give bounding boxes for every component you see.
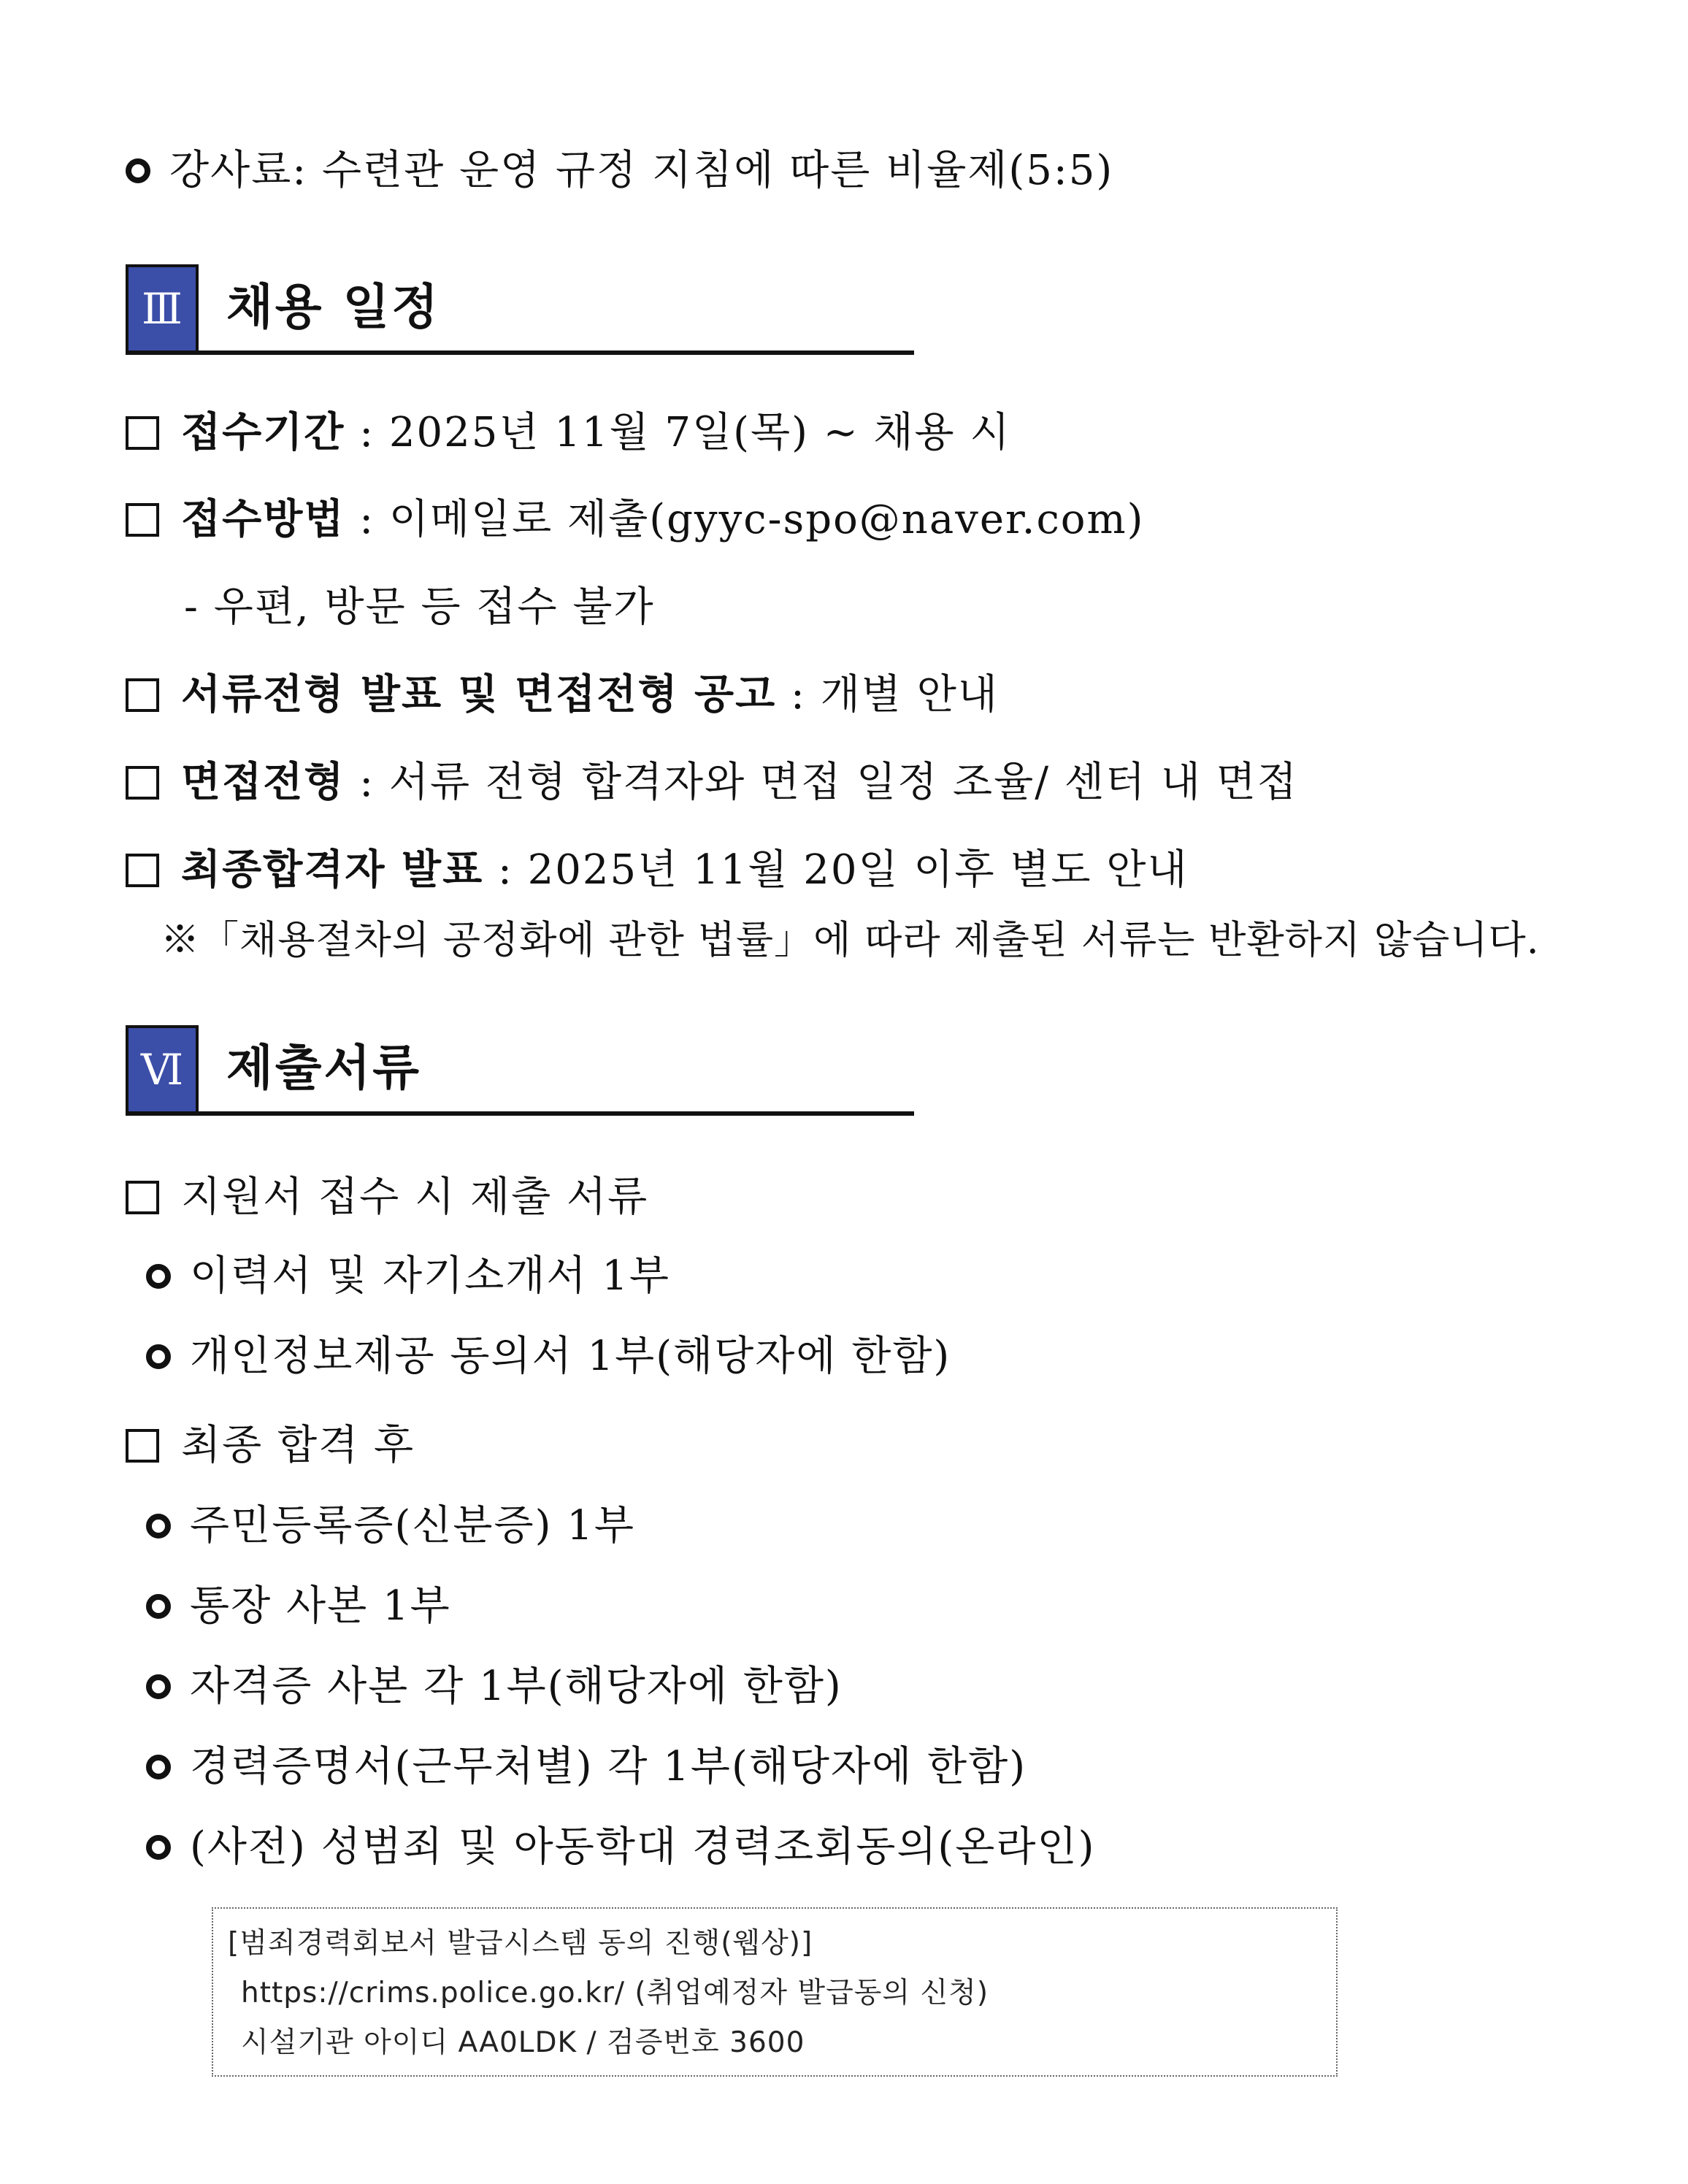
- schedule-item-final-result: [126, 844, 1189, 897]
- item-value: 2025년 11월 20일 이후 별도 안내: [527, 846, 1189, 894]
- square-bullet-icon: [126, 766, 159, 800]
- document-item-text: (사전) 성범죄 및 아동학대 경력조회동의(온라인): [190, 1823, 1096, 1871]
- item-value: 서류 전형 합격자와 면접 일정 조율/ 센터 내 면접: [388, 759, 1298, 806]
- schedule-note: [161, 914, 1540, 967]
- circle-bullet-icon: [146, 1344, 171, 1369]
- square-bullet-icon: [126, 854, 159, 887]
- document-item: [146, 1741, 1027, 1793]
- group-heading: 지원서 접수 시 제출 서류: [181, 1173, 649, 1221]
- document-item: [146, 1500, 635, 1552]
- note-box-title: [범죄경력회보서 발급시스템 동의 진행(웹상)]: [228, 1927, 813, 1960]
- item-sep: :: [345, 759, 389, 806]
- section-6-title: 제출서류: [226, 1040, 422, 1096]
- document-item-text: 개인정보제공 동의서 1부(해당자에 한함): [190, 1333, 951, 1380]
- item-label: 최종합격자 발표: [181, 846, 484, 894]
- item-label: 접수방법: [181, 496, 345, 543]
- section-3-title: 채용 일정: [226, 279, 441, 335]
- document-item: [146, 1821, 1095, 1874]
- circle-bullet-icon: [146, 1594, 171, 1619]
- section-6-header: [126, 1025, 914, 1119]
- circle-bullet-icon: [146, 1264, 171, 1289]
- documents-group-final: [126, 1419, 415, 1472]
- section-6-number: Ⅵ: [126, 1025, 199, 1114]
- item-label: 서류전형 발표 및 면접전형 공고: [181, 671, 777, 719]
- square-bullet-icon: [126, 1181, 159, 1214]
- square-bullet-icon: [126, 678, 159, 712]
- document-item: [146, 1580, 451, 1633]
- item-sep: :: [776, 671, 821, 719]
- note-box-url: https://crims.police.go.kr/ (취업예정자 발급동의 신청): [241, 1977, 989, 2009]
- circle-bullet-icon: [146, 1755, 171, 1779]
- item-sep: :: [345, 496, 389, 543]
- item-value: 이메일로 제출(gyyc-spo@naver.com): [388, 496, 1145, 543]
- circle-bullet-icon: [146, 1514, 171, 1539]
- item-value: 개별 안내: [820, 671, 999, 719]
- section-3-header: [126, 264, 914, 358]
- section-3-number: Ⅲ: [126, 264, 199, 353]
- document-item-text: 자격증 사본 각 1부(해당자에 한함): [190, 1663, 843, 1710]
- circle-bullet-icon: [146, 1835, 171, 1860]
- schedule-subitem-no-mail: [184, 581, 655, 634]
- section-3-underline: [126, 350, 914, 355]
- circle-bullet-icon: [126, 158, 150, 183]
- document-item-text: 통장 사본 1부: [190, 1582, 451, 1630]
- document-item: [146, 1660, 843, 1713]
- square-bullet-icon: [126, 1429, 159, 1463]
- subitem-text: - 우편, 방문 등 접수 불가: [184, 583, 655, 631]
- note-box-account: 시설기관 아이디 AA0LDK / 검증번호 3600: [241, 2026, 805, 2059]
- schedule-item-reception-period: [126, 407, 1011, 459]
- schedule-item-reception-method: [126, 494, 1144, 546]
- square-bullet-icon: [126, 503, 159, 537]
- documents-group-application: [126, 1171, 648, 1224]
- document-item: [146, 1330, 951, 1383]
- fee-line: [126, 145, 1113, 197]
- fee-text: 강사료: 수련관 운영 규정 지침에 따른 비율제(5:5): [169, 147, 1114, 194]
- section-6-underline: [126, 1111, 914, 1116]
- note-text: ※「채용절차의 공정화에 관한 법률」에 따라 제출된 서류는 반환하지 않습니다.: [161, 918, 1540, 962]
- document-item-text: 주민등록증(신분증) 1부: [190, 1502, 635, 1549]
- group-heading: 최종 합격 후: [181, 1422, 415, 1469]
- schedule-item-interview: [126, 756, 1298, 809]
- item-sep: :: [345, 409, 389, 456]
- item-value: 2025년 11월 7일(목) ~ 채용 시: [388, 409, 1011, 456]
- document-item-text: 이력서 및 자기소개서 1부: [190, 1252, 670, 1300]
- square-bullet-icon: [126, 416, 159, 450]
- document-item: [146, 1250, 670, 1303]
- circle-bullet-icon: [146, 1674, 171, 1699]
- document-item-text: 경력증명서(근무처별) 각 1부(해당자에 한함): [190, 1743, 1027, 1790]
- schedule-item-document-result: [126, 669, 999, 721]
- item-label: 접수기간: [181, 409, 345, 456]
- criminal-record-note-box: [212, 1907, 1338, 2077]
- item-label: 면접전형: [181, 759, 345, 806]
- item-sep: :: [483, 846, 528, 894]
